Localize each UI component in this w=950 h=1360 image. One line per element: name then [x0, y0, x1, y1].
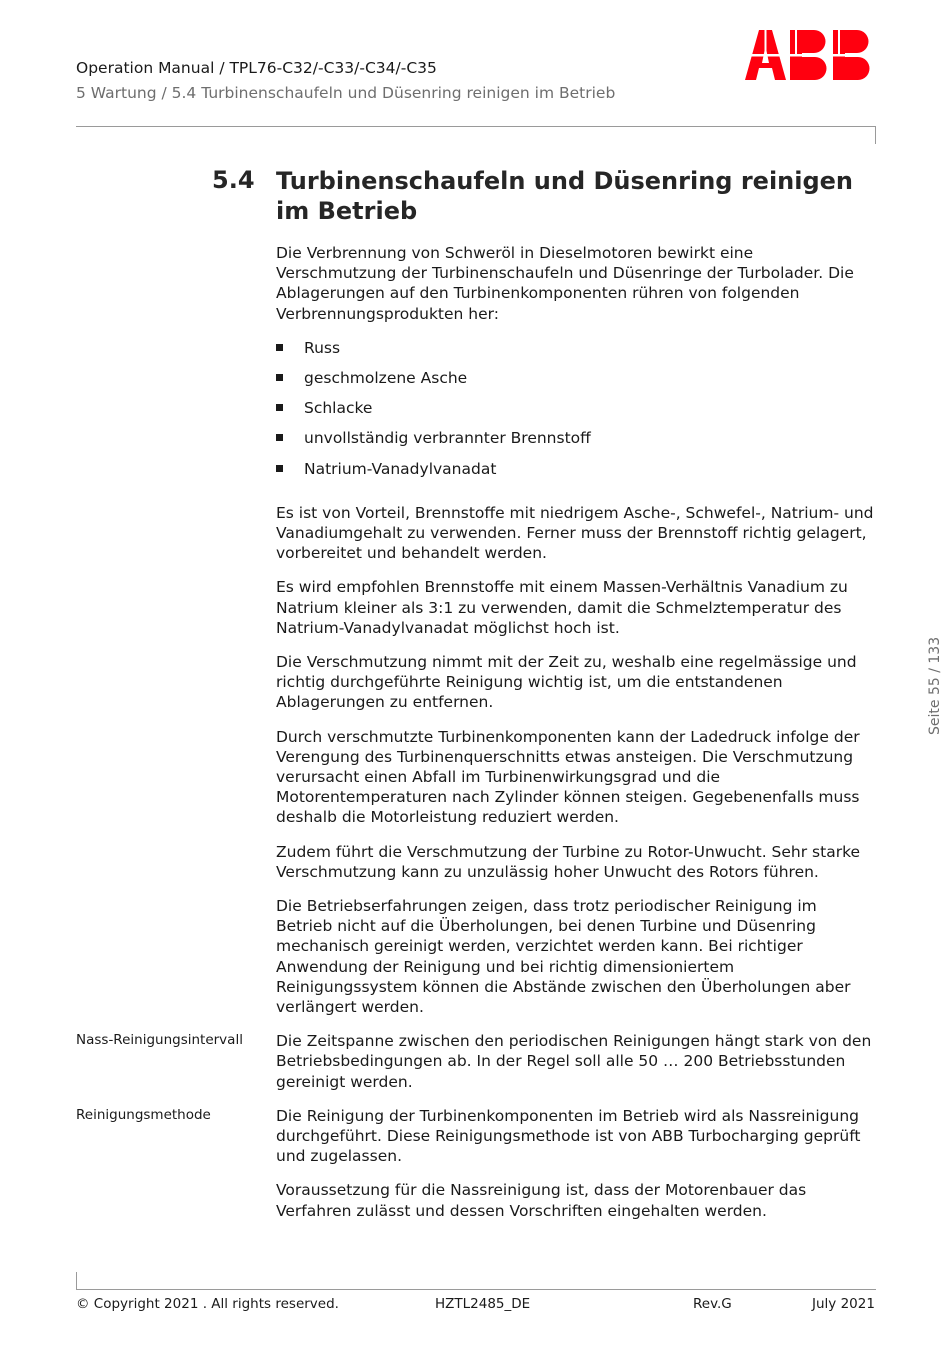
margin-label-method: Reinigungsmethode — [76, 1106, 211, 1123]
list-item: Schlacke — [276, 398, 876, 428]
list-item: unvollständig verbrannter Brennstoff — [276, 428, 876, 458]
footer-date: July 2021 — [812, 1296, 875, 1312]
side-page-number: Seite 55 / 133 — [927, 636, 943, 735]
footer-revision: Rev.G — [693, 1296, 732, 1312]
header-rule-tick — [875, 126, 876, 144]
margin-label-interval: Nass-Reinigungsintervall — [76, 1032, 243, 1049]
bullet-square-icon — [276, 404, 283, 411]
footer-rule-tick — [76, 1272, 77, 1290]
list-item: Russ — [276, 338, 876, 368]
footer-copyright: © Copyright 2021 . All rights reserved. — [76, 1296, 339, 1312]
main-body — [276, 243, 876, 1235]
doc-title: Operation Manual / TPL76-C32/-C33/-C34/-C35 — [76, 59, 437, 77]
abb-logo — [745, 30, 876, 80]
paragraph: Es ist von Vorteil, Brennstoffe mit niedrigem Asche-, Schwefel-, Natrium- und Vanadiumgehalt zu verwenden. Ferner muss der Brennstoff richtig gelagert, vorbereitet und behandelt werden. — [276, 503, 874, 563]
paragraph: Zudem führt die Verschmutzung der Turbine zu Rotor-Unwucht. Sehr starke Verschmutzung kann zu unzulässig hoher Unwucht des Rotors führen. — [276, 842, 861, 881]
list-item: geschmolzene Asche — [276, 368, 876, 398]
footer-doc-id: HZTL2485_DE — [435, 1296, 531, 1312]
paragraph: Die Verschmutzung nimmt mit der Zeit zu, weshalb eine regelmässige und richtig durchgeführte Reinigung wichtig ist, um die entstandenen Ablagerungen zu entfernen. — [276, 652, 857, 712]
paragraph: Durch verschmutzte Turbinenkomponenten kann der Ladedruck infolge der Verengung des Turbinenquerschnitts etwas ansteigen. Die Verschmutzung verursacht einen Abfall im Turbinenwirkungsgrad und die Motorentemperaturen nach Zylinder können steigen. Gegebenenfalls muss deshalb die Motorleistung reduziert werden. — [276, 727, 860, 827]
intro-paragraph: Die Verbrennung von Schweröl in Dieselmotoren bewirkt eine Verschmutzung der Turbinenschaufeln und Düsenringe der Turbolader. Die Ablagerungen auf den Turbinenkomponenten rühren von folgenden Verbrennungsprodukten her: — [276, 244, 854, 323]
bullet-square-icon — [276, 434, 283, 441]
combustion-products-list — [276, 338, 876, 489]
breadcrumb: 5 Wartung / 5.4 Turbinenschaufeln und Düsenring reinigen im Betrieb — [76, 84, 616, 102]
method-paragraph-2: Voraussetzung für die Nassreinigung ist, dass der Motorenbauer das Verfahren zulässt und dessen Vorschriften eingehalten werden. — [276, 1181, 807, 1220]
bullet-square-icon — [276, 465, 283, 472]
bullet-square-icon — [276, 374, 283, 381]
interval-paragraph: Die Zeitspanne zwischen den periodischen Reinigungen hängt stark von den Betriebsbedingungen ab. In der Regel soll alle 50 … 200 Betriebsstunden gereinigt werden. — [276, 1032, 872, 1091]
footer-rule — [76, 1289, 876, 1290]
list-item: Natrium-Vanadylvanadat — [276, 459, 876, 489]
section-number: 5.4 — [212, 166, 255, 194]
bullet-square-icon — [276, 344, 283, 351]
paragraph: Die Betriebserfahrungen zeigen, dass trotz periodischer Reinigung im Betrieb nicht auf die Überholungen, bei denen Turbine und Düsenring mechanisch gereinigt werden, verzichtet werden kann. Bei richtiger Anwendung der Reinigung und bei richtig dimensioniertem Reinigungssystem können die Abstände zwischen den Überholungen aber verlängert werden. — [276, 897, 851, 1017]
method-paragraph: Die Reinigung der Turbinenkomponenten im Betrieb wird als Nassreinigung durchgeführt. Diese Reinigungsmethode ist von ABB Turbocharging geprüft und zugelassen. — [276, 1106, 861, 1166]
section-title: Turbinenschaufeln und Düsenring reinigen im Betrieb — [276, 167, 854, 225]
paragraph: Es wird empfohlen Brennstoffe mit einem Massen-Verhältnis Vanadium zu Natrium kleiner als 3:1 zu verwenden, damit die Schmelztemperatur des Natrium-Vanadylvanadat möglichst hoch ist. — [276, 578, 848, 637]
header-rule — [76, 126, 876, 127]
